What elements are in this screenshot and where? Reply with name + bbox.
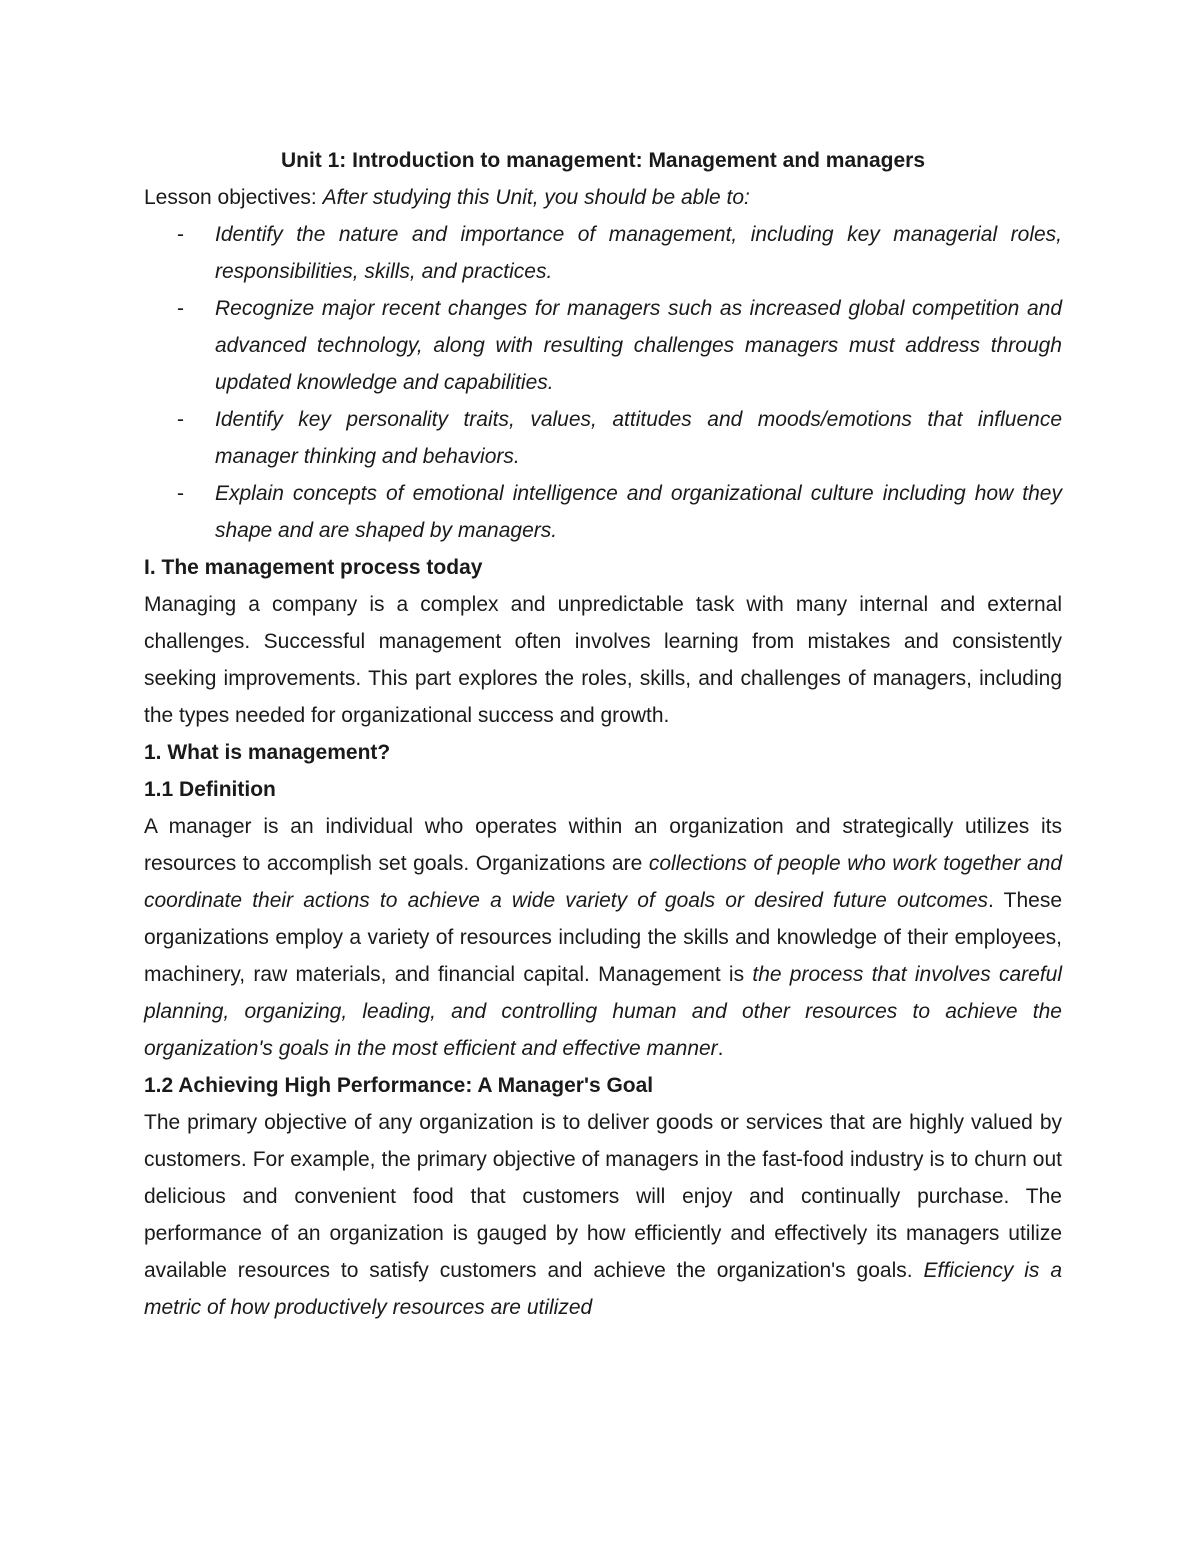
section-heading-management-process: I. The management process today [144, 556, 483, 579]
objective-item [144, 216, 1062, 290]
bullet-dash: - [177, 297, 184, 320]
objective-text: Recognize major recent changes for managers such as increased global competition and advanced technology, along with resulting challenges managers must address through updated knowledge and capabilities. [215, 297, 1062, 394]
objective-item [144, 290, 1062, 401]
objective-text: Identify key personality traits, values, attitudes and moods/emotions that influence manager thinking and behaviors. [215, 408, 1062, 468]
document-page [144, 142, 1062, 1326]
document-title: Unit 1: Introduction to management: Management and managers [280, 149, 926, 172]
bullet-dash: - [177, 408, 184, 431]
definition-paragraph [144, 808, 1062, 1067]
definition-text-3: . [717, 1037, 724, 1060]
objectives-intro: After studying this Unit, you should be able to: [322, 186, 750, 209]
objectives-label: Lesson objectives: [144, 186, 323, 209]
high-performance-text: The primary objective of any organization is to deliver goods or services that are highly valued by customers. For example, the primary objective of managers in the fast-food industry is to churn out delicious and convenient food that customers will enjoy and continually purchase. The performance of an organization is gauged by how efficiently and effectively its managers utilize available resources to satisfy customers and achieve the organization's goals. [144, 1111, 1062, 1282]
definition-text-2: . These organizations employ a variety of resources including the skills and knowledge of their employees, machinery, raw materials, and financial capital. Management is [144, 889, 1063, 986]
management-definition: the process that involves careful planning, organizing, leading, and controlling human and other resources to achieve the organization's goals in the most efficient and effective manner [144, 963, 1062, 1060]
bullet-dash: - [177, 482, 184, 505]
high-performance-paragraph [144, 1104, 1062, 1326]
objective-item [144, 475, 1062, 549]
organizations-definition: collections of people who work together and coordinate their actions to achieve a wide variety of goals or desired future outcomes [144, 852, 1062, 912]
lesson-objectives-intro [144, 179, 1062, 216]
objective-text: Identify the nature and importance of management, including key managerial roles, responsibilities, skills, and practices. [215, 223, 1062, 283]
objective-text: Explain concepts of emotional intelligence and organizational culture including how they shape and are shaped by managers. [215, 482, 1062, 542]
subsection-heading-what-is-management: 1. What is management? [144, 741, 391, 764]
efficiency-definition: Efficiency is a metric of how productively resources are utilized [144, 1259, 1062, 1319]
section-body-management-process: Managing a company is a complex and unpredictable task with many internal and external challenges. Successful management often involves learning from mistakes and consistently seeking improvements. This part explores the roles, skills, and challenges of managers, including the types needed for organizational success and growth. [144, 593, 1062, 727]
objectives-list [144, 216, 1062, 549]
bullet-dash: - [177, 223, 184, 246]
definition-text-1: A manager is an individual who operates within an organization and strategically utilizes its resources to accomplish set goals. Organizations are [144, 815, 1062, 875]
subsection-heading-definition: 1.1 Definition [144, 778, 276, 801]
objective-item [144, 401, 1062, 475]
subsection-heading-high-performance: 1.2 Achieving High Performance: A Manager's Goal [144, 1074, 654, 1097]
